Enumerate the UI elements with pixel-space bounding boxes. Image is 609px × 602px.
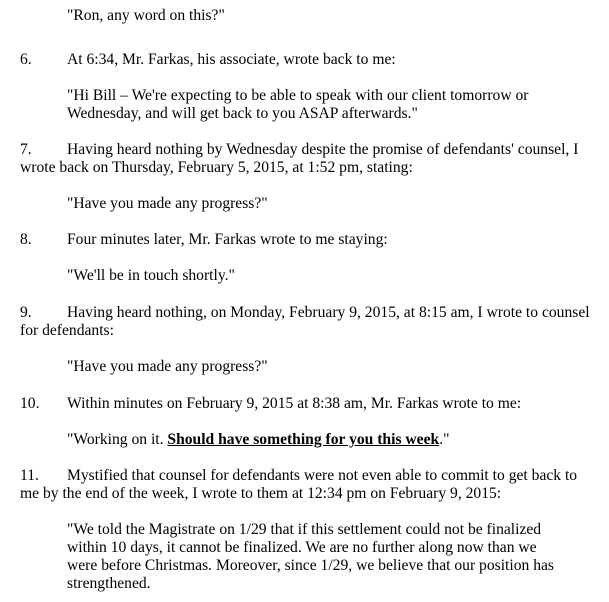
paragraph-6-quote: "Hi Bill – We're expecting to be able to speak with our client tomorrow or Wednesday, and will get back to you ASAP afterwards." bbox=[67, 87, 529, 122]
paragraph-8-quote: "We'll be in touch shortly." bbox=[67, 267, 235, 284]
paragraph-number: 10. bbox=[20, 395, 40, 412]
paragraph-10 bbox=[20, 395, 595, 413]
paragraph-number: 6. bbox=[20, 51, 32, 68]
paragraph-text: Having heard nothing by Wednesday despite the promise of defendants' counsel, I wrote back on Thursday, February 5, 2015, at 1:52 pm, stating: bbox=[20, 141, 579, 176]
quote-intro: "Ron, any word on this?" bbox=[67, 7, 225, 24]
paragraph-11-quote: "We told the Magistrate on 1/29 that if this settlement could not be finalized within 10 days, it cannot be finalized. We are no further along now than we were before Christmas. Moreover, since 1/29, we believe that our position has strengthened. bbox=[67, 521, 554, 592]
paragraph-10-quote bbox=[67, 431, 597, 449]
paragraph-number: 8. bbox=[20, 231, 32, 248]
paragraph-8 bbox=[20, 231, 595, 249]
quote-emphasis: Should have something for you this week bbox=[167, 431, 440, 448]
paragraph-text: Four minutes later, Mr. Farkas wrote to me staying: bbox=[67, 231, 388, 248]
paragraph-number: 9. bbox=[20, 304, 32, 321]
paragraph-11 bbox=[20, 467, 595, 503]
paragraph-number: 7. bbox=[20, 141, 32, 158]
paragraph-9-quote: "Have you made any progress?" bbox=[67, 358, 268, 375]
paragraph-text: At 6:34, Mr. Farkas, his associate, wrote back to me: bbox=[67, 51, 396, 68]
paragraph-text: Within minutes on February 9, 2015 at 8:38 am, Mr. Farkas wrote to me: bbox=[67, 395, 522, 412]
paragraph-number: 11. bbox=[20, 467, 39, 484]
paragraph-text: Having heard nothing, on Monday, February 9, 2015, at 8:15 am, I wrote to counsel for defendants: bbox=[20, 304, 590, 339]
paragraph-6 bbox=[20, 51, 595, 69]
quote-suffix: ." bbox=[439, 431, 450, 448]
paragraph-text: Mystified that counsel for defendants were not even able to commit to get back to me by the end of the week, I wrote to them at 12:34 pm on February 9, 2015: bbox=[20, 467, 578, 502]
paragraph-9 bbox=[20, 304, 595, 340]
paragraph-7-quote: "Have you made any progress?" bbox=[67, 195, 268, 212]
paragraph-7 bbox=[20, 141, 595, 177]
quote-prefix: "Working on it. bbox=[67, 431, 168, 448]
